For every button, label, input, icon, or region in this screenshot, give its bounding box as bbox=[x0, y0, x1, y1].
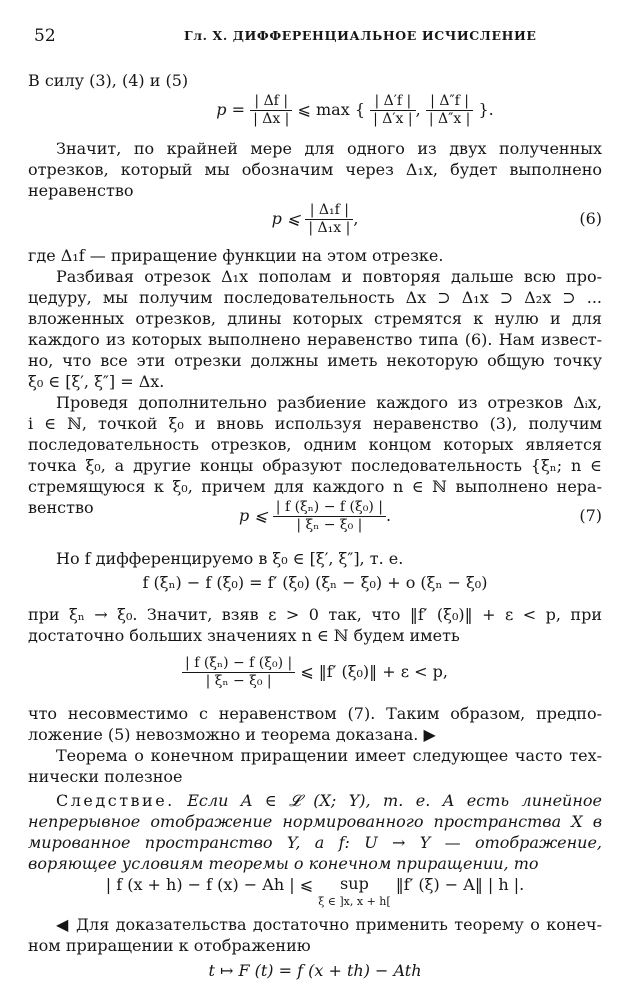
page-header bbox=[34, 26, 600, 46]
eq1-fraction-1: $\frac{| \Delta f |}{| \Delta x |}$ bbox=[250, 93, 292, 128]
text-line: цедуру, мы получим последовательность Δx ⊃ Δ₁x ⊃ Δ₂x ⊃ ... bbox=[28, 288, 602, 307]
text-line: Проведя дополнительно разбиение каждого из отрезков Δᵢx, bbox=[56, 393, 602, 412]
eq7-fraction: $\frac{\text{| f (ξₙ) − f (ξ₀) |}}{\text{| ξₙ − ξ₀ |}}$ bbox=[273, 499, 386, 534]
text-line: каждого из которых выполнено неравенство типа (6). Нам извест- bbox=[28, 330, 602, 349]
text-line: где Δ₁f — приращение функции на этом отрезке. bbox=[28, 246, 444, 265]
text-line: Но f дифференцируемо в ξ₀ ∈ [ξ′, ξ″], т. е. bbox=[56, 549, 404, 568]
eq1-max: ⩽ max { bbox=[297, 100, 365, 119]
eq1-fraction-3: $\frac{| \Delta''f |}{| \Delta''x |}$ bbox=[426, 93, 474, 128]
equation-10: | f (x + h) − f (x) − Ah | ⩽ sup ξ ∈ ]x, x + h[ ‖f′ (ξ) − A‖ | h |. bbox=[105, 874, 525, 908]
running-head: Гл. X. ДИФФЕРЕНЦИАЛЬНОЕ ИСЧИСЛЕНИЕ bbox=[184, 28, 537, 43]
equation-7: p ⩽ $\frac{\text{| f (ξₙ) − f (ξ₀) |}}{\text{| ξₙ − ξ₀ |}}$ . (7) bbox=[238, 499, 602, 533]
text-line: вложенных отрезков, длины которых стремятся к нулю и для bbox=[28, 309, 602, 328]
text-line: В силу (3), (4) и (5) bbox=[28, 71, 189, 90]
text-line: непрерывное отображение нормированного пространства X в bbox=[28, 812, 602, 831]
text-line: ложение (5) невозможно и теорема доказана. ▶ bbox=[28, 725, 436, 744]
equation-11: t ↦ F (t) = f (x + th) − Ath bbox=[208, 961, 422, 980]
equation-number: (6) bbox=[579, 209, 602, 228]
equation-1: p = $\frac{| \Delta f |}{| \Delta x |}$ ⩽ max { $\frac{| \Delta'f |}{| \Delta'x |}$ , $\frac{| \Delta''f |}{| \Delta''x |}$ }. bbox=[216, 93, 494, 127]
eq9-fraction: $\frac{\text{| f (ξₙ) − f (ξ₀) |}}{\text{| ξₙ − ξ₀ |}}$ bbox=[182, 655, 295, 690]
text-line: ном приращении к отображению bbox=[28, 936, 311, 955]
equation-number: (7) bbox=[579, 506, 602, 525]
equation-8: f (ξₙ) − f (ξ₀) = f′ (ξ₀) (ξₙ − ξ₀) + o (ξₙ − ξ₀) bbox=[142, 573, 488, 592]
text-line: мированное пространство Y, а f: U → Y — отображение, bbox=[28, 833, 602, 852]
text-line: что несовместимо с неравенством (7). Таким образом, предпо- bbox=[28, 704, 602, 723]
text-line: Значит, по крайней мере для одного из двух полученных bbox=[56, 139, 602, 158]
text-line: при ξₙ → ξ₀. Значит, взяв ε > 0 так, что ‖f′ (ξ₀)‖ + ε < p, при bbox=[28, 605, 602, 624]
text-line: ξ₀ ∈ [ξ′, ξ″] = Δx. bbox=[28, 372, 165, 391]
corollary-line: Следствие. Если A ∈ 𝓛 (X; Y), т. е. A есть линейное bbox=[56, 791, 602, 810]
eq6-fraction: $\frac{\text{| Δ₁f |}}{\text{| Δ₁x |}}$ bbox=[305, 202, 353, 237]
text-line: Разбивая отрезок Δ₁x пополам и повторяя дальше всю про- bbox=[56, 267, 602, 286]
eq1-lhs: p = bbox=[216, 100, 245, 119]
equation-6: p ⩽ $\frac{\text{| Δ₁f |}}{\text{| Δ₁x |}}$ , (6) bbox=[271, 202, 602, 236]
text-line: Теорема о конечном приращении имеет следующее часто тех- bbox=[56, 746, 602, 765]
text-line: неравенство bbox=[28, 181, 134, 200]
text-line: воряющее условиям теоремы о конечном приращении, то bbox=[28, 854, 539, 873]
sup-operator: sup ξ ∈ ]x, x + h[ bbox=[318, 874, 391, 908]
text-line: стремящуюся к ξ₀, причем для каждого n ∈ ℕ выполнено нера- bbox=[28, 477, 602, 496]
text-line: нически полезное bbox=[28, 767, 183, 786]
corollary-label: Следствие. bbox=[56, 791, 175, 810]
text-line: ◀ Для доказательства достаточно применить теорему о конеч- bbox=[56, 915, 602, 934]
text-line: i ∈ ℕ, точкой ξ₀ и вновь используя неравенство (3), получим bbox=[28, 414, 602, 433]
page-number: 52 bbox=[34, 26, 56, 46]
text-line: достаточно больших значениях n ∈ ℕ будем иметь bbox=[28, 626, 460, 645]
text-line: последовательность отрезков, одним концом которых является bbox=[28, 435, 602, 454]
text-line: венство bbox=[28, 498, 94, 517]
text-line: отрезков, который мы обозначим через Δ₁x, будет выполнено bbox=[28, 160, 602, 179]
text-line: но, что все эти отрезки должны иметь некоторую общую точку bbox=[28, 351, 602, 370]
text-line: точка ξ₀, а другие концы образуют последовательность {ξₙ; n ∈ bbox=[28, 456, 602, 475]
equation-9: $\frac{\text{| f (ξₙ) − f (ξ₀) |}}{\text{| ξₙ − ξ₀ |}}$ ⩽ ‖f′ (ξ₀)‖ + ε < p, bbox=[28, 652, 602, 692]
eq1-fraction-2: $\frac{| \Delta'f |}{| \Delta'x |}$ bbox=[370, 93, 416, 128]
